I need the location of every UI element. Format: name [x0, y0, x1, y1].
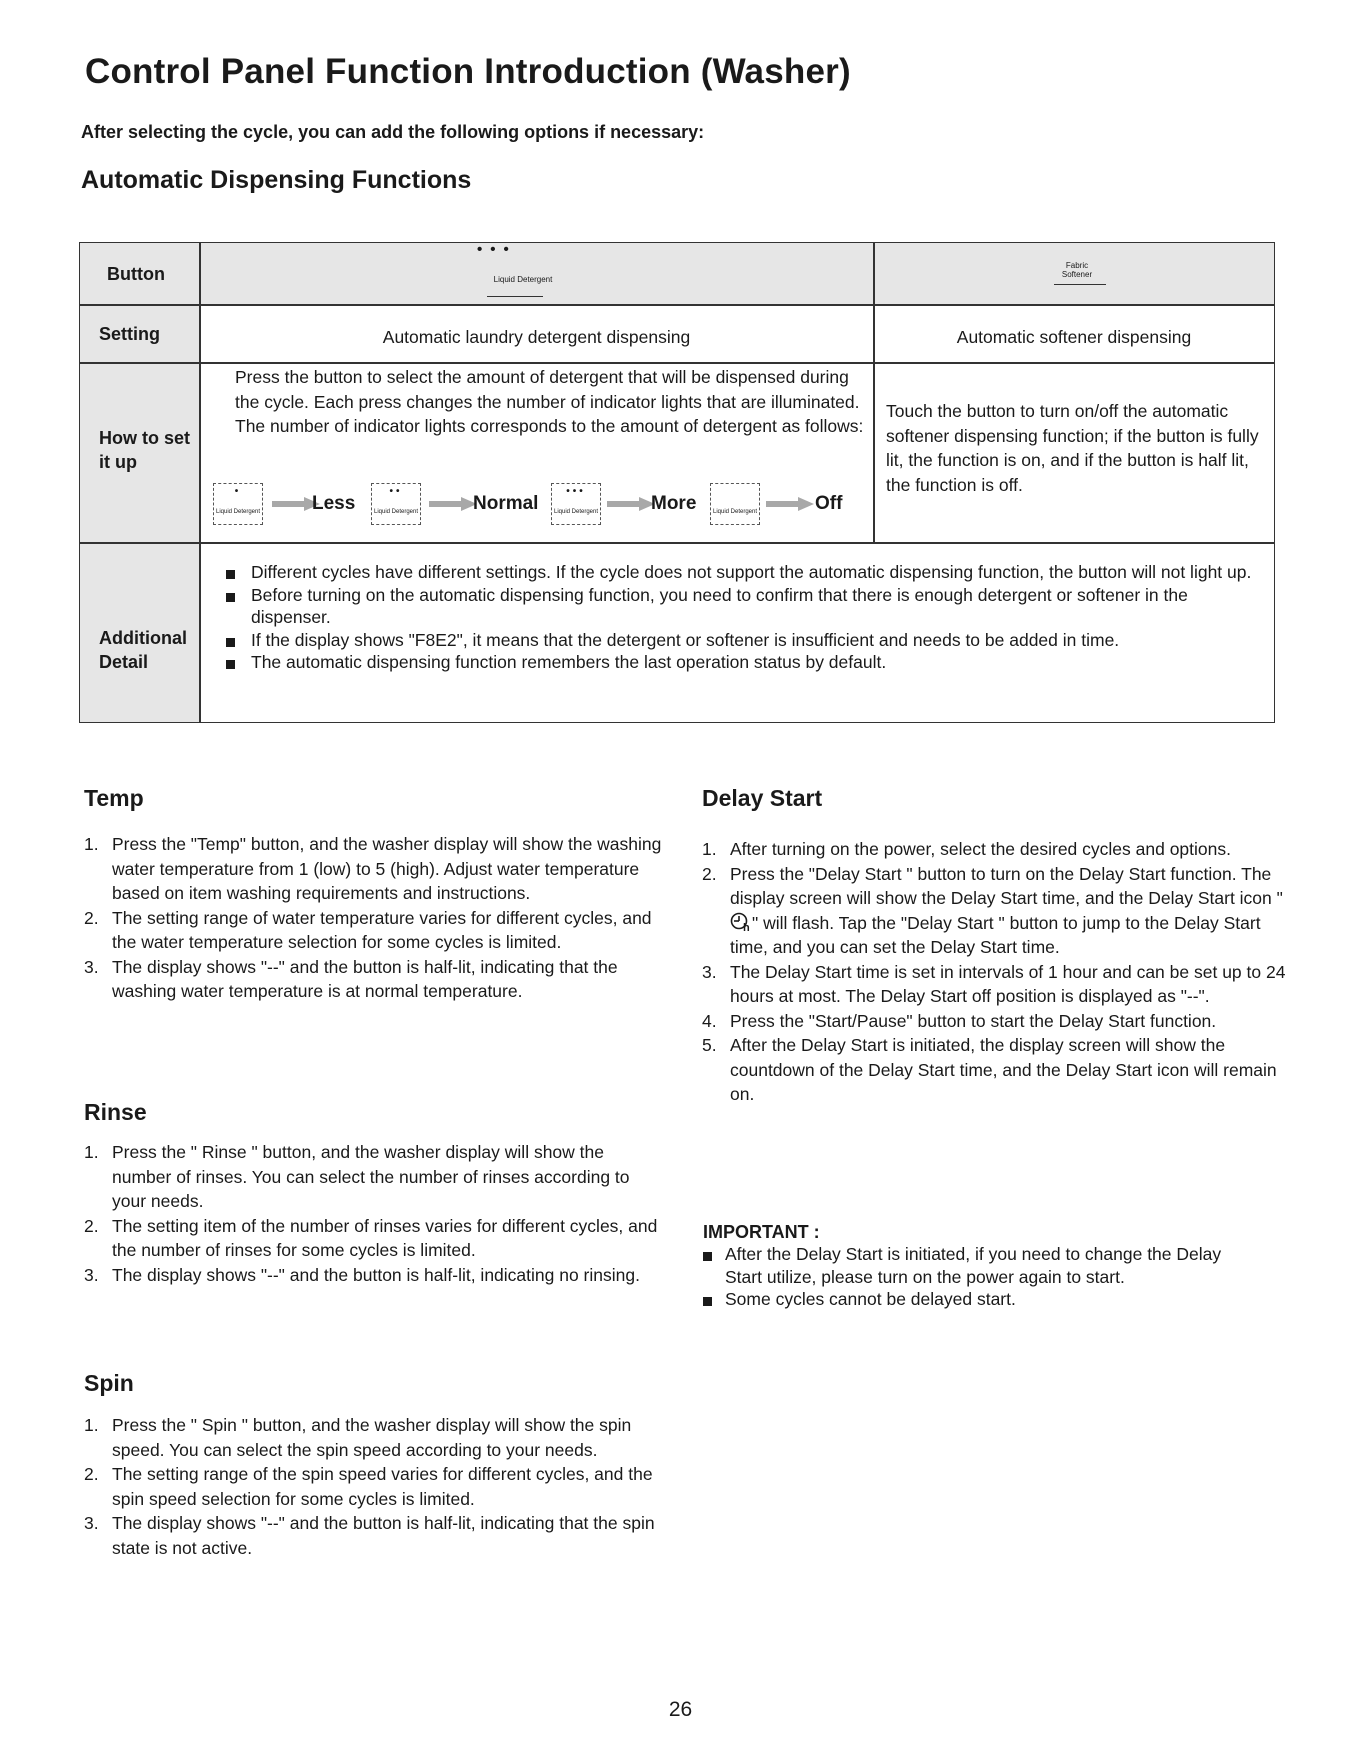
list-item: If the display shows "F8E2", it means that the detergent or softener is insufficient and needs to be added in time.: [223, 629, 1268, 652]
list-item: 1. Press the " Spin " button, and the washer display will show the spin speed. You can select the spin speed according to your needs.: [84, 1415, 632, 1460]
list-item: The automatic dispensing function remembers the last operation status by default.: [223, 651, 1268, 674]
spin-heading: Spin: [84, 1370, 134, 1396]
arrow-right-icon: [766, 497, 814, 511]
softener-how-text: Touch the button to turn on/off the automatic softener dispensing function; if the button is fully lit, the function is on, and if the button is half lit, the function is off.: [886, 401, 1259, 495]
list-item: 2. The setting range of the spin speed varies for different cycles, and the spin speed selection for some cycles is limited.: [84, 1464, 653, 1509]
list-item: 1. Press the " Rinse " button, and the washer display will show the number of rinses. You can select the number of rinses according to your needs.: [84, 1142, 630, 1211]
indicator-no-lights: Liquid Detergent: [710, 483, 760, 525]
indicator-three-lights: ••• Liquid Detergent: [551, 483, 601, 525]
temp-list: [84, 832, 664, 1004]
softener-setting-text: Automatic softener dispensing: [956, 327, 1192, 347]
list-item: 4. Press the "Start/Pause" button to start the Delay Start function.: [702, 1010, 1217, 1031]
important-list: [700, 1243, 1260, 1311]
delay-start-icon: [730, 912, 752, 932]
liquid-detergent-button[interactable]: Liquid Detergent: [493, 275, 553, 284]
rinse-list: [84, 1140, 659, 1287]
svg-text:h: h: [743, 921, 750, 932]
list-item: 2. Press the "Delay Start " button to turn on the Delay Start function. The display screen will show the Delay Start time, and the Delay Start icon " h " will flash. Tap the "Delay Start " button to jump to the Delay Start time, and you can set the Delay Start time.: [702, 863, 1283, 957]
divider: [80, 304, 1274, 306]
row-label-setting: Setting: [99, 324, 160, 344]
list-item: 5. After the Delay Start is initiated, the display screen will show the countdown of the Delay Start time, and the Delay Start icon will remain on.: [702, 1035, 1277, 1104]
important-heading: IMPORTANT :: [703, 1222, 820, 1242]
indicator-two-lights: •• Liquid Detergent: [371, 483, 421, 525]
row-label-additional: Additional Detail: [99, 628, 187, 672]
divider: [80, 542, 1274, 544]
page-title: Control Panel Function Introduction (Washer): [85, 52, 851, 91]
dispensing-table: [79, 242, 1275, 723]
list-item: 1. After turning on the power, select the desired cycles and options.: [702, 839, 1231, 859]
list-item: Different cycles have different settings. If the cycle does not support the automatic dispensing function, the button will not light up.: [223, 561, 1268, 584]
step-more: More: [651, 493, 697, 514]
list-item: 3. The display shows "--" and the button is half-lit, indicating that the spin state is not active.: [84, 1513, 655, 1558]
fabric-softener-button[interactable]: Fabric Softener: [1061, 261, 1093, 279]
list-item: 3. The display shows "--" and the button is half-lit, indicating that the washing water temperature is at normal temperature.: [84, 956, 618, 1001]
page-number: 26: [668, 1698, 693, 1721]
step-less: Less: [312, 493, 356, 514]
list-item: 3. The Delay Start time is set in intervals of 1 hour and can be set up to 24 hours at most. The Delay Start off position is displayed as "--".: [702, 961, 1286, 1006]
detergent-how-text: Press the button to select the amount of detergent that will be dispensed during the cycle. Each press changes the number of indicator lights that are illuminated. The number of indicator lights corresponds to the amount of detergent as follows:: [235, 367, 864, 436]
additional-detail-list: [223, 561, 1268, 674]
button-underline: [1054, 284, 1106, 285]
row-label-button: Button: [107, 264, 165, 284]
indicator-one-light: • Liquid Detergent: [213, 483, 263, 525]
rinse-heading: Rinse: [84, 1099, 147, 1125]
button-underline: [487, 296, 543, 297]
step-normal: Normal: [473, 493, 539, 514]
step-off: Off: [815, 493, 843, 514]
list-item: 2. The setting item of the number of rinses varies for different cycles, and the number of rinses for some cycles is limited.: [84, 1215, 658, 1260]
row-label-how-to: How to set it up: [99, 428, 191, 472]
arrow-right-icon: [607, 497, 655, 511]
indicator-dots: •••: [477, 241, 517, 258]
delay-start-heading: Delay Start: [702, 785, 823, 811]
intro-text: After selecting the cycle, you can add the following options if necessary:: [81, 122, 705, 142]
detergent-setting-text: Automatic laundry detergent dispensing: [382, 327, 691, 347]
list-item: After the Delay Start is initiated, if you need to change the Delay Start utilize, please turn on the power again to start.: [700, 1243, 1260, 1288]
divider: [873, 243, 875, 542]
list-item: 1. Press the "Temp" button, and the washer display will show the washing water temperature from 1 (low) to 5 (high). Adjust water temperature based on item washing requirements and instructions.: [84, 834, 662, 903]
divider: [199, 243, 201, 722]
spin-list: [84, 1413, 669, 1560]
arrow-right-icon: [429, 497, 477, 511]
list-item: Before turning on the automatic dispensing function, you need to confirm that there is enough detergent or softener in the dispenser.: [223, 584, 1268, 629]
divider: [80, 362, 1274, 364]
delay-start-list: [702, 837, 1302, 1107]
list-item: 2. The setting range of water temperature varies for different cycles, and the water temperature selection for some cycles is limited.: [84, 907, 652, 952]
section-subtitle: Automatic Dispensing Functions: [81, 166, 472, 194]
list-item: Some cycles cannot be delayed start.: [700, 1288, 1260, 1311]
temp-heading: Temp: [84, 785, 144, 811]
list-item: 3. The display shows "--" and the button is half-lit, indicating no rinsing.: [84, 1264, 640, 1285]
